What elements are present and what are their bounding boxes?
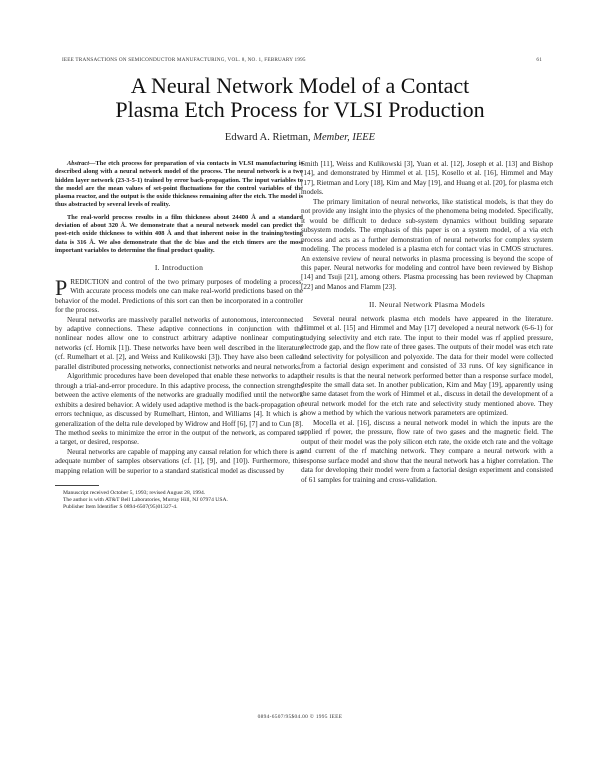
- abstract-text-1: The etch process for preparation of via contacts in VLSI manufacturing is described along with a neural network model of the process. The neural network is a two hidden layer network (23-3-5-1) trained by error back-propagation. The input variables to the model are the mean values of set-point fluctuations for the control variables of the plasma reactor, and the output is the oxide thickness remaining after the etch. The model is thus abstracted by several levels of reality.: [55, 160, 303, 209]
- abstract-label: Abstract—: [67, 160, 96, 167]
- right-paragraph-4: Mocella et al. [16], discuss a neural network model in which the inputs are the applied rf power, the pressure, flow rate of two gases and the magnetic field. The output of their model was the poly silicon etch rate, the oxide etch rate and the voltage and current of the rf matching network. They compare a neural network with a response surface model and show that the neural network has a higher correlation. The data for developing their model were from a factorial design experiment and consisted of 61 samples for training and cross-validation.: [301, 418, 553, 484]
- intro-paragraph-4: Neural networks are capable of mapping any causal relation for which there is an adequate number of samples observations (cf. [1], [9], and [10]). Furthermore, this mapping relation will be superior to a standard statistical model as discussed by: [55, 447, 303, 475]
- right-paragraph-continued: Smith [11], Weiss and Kulikowski [3], Yuan et al. [12], Joseph et al. [13] and Bishop [14], and demonstrated by Himmel et al. [15], Kosello et al. [16], Himmel and May [17], Rietman and Lory [18], Kim and May [19], and Huang et al. [20], for plasma etch models.: [301, 160, 553, 197]
- intro-paragraph-1: [55, 274, 303, 316]
- abstract-paragraph-1: [55, 160, 303, 210]
- title-line-2: Plasma Etch Process for VLSI Production: [115, 97, 485, 122]
- right-paragraph-3: Several neural network plasma etch models have appeared in the literature. Himmel et al. [15] and Himmel and May [17] developed a neural network (6-6-1) for studying selectivity and etch rate. The input to their model was rf applied pressure, electrode gap, and the flow rate of three gases. The outputs of their model was etch rate and selectivity for polysilicon and polyoxide. The data for their model were collected from a factorial design experiment and consisted of 33 runs. Of key significance in their results is that the neural network performed better than a response surface model, despite the small data set. In another publication, Kim and May [19], apparently using the same dataset from the work of Himmel et al., discuss in detail the development of a neural network model for the etch rate and selectivity study mentioned above. They show a method by which the various network parameters are optimized.: [301, 314, 553, 418]
- footnote-received: Manuscript received October 5, 1993; revised August 28, 1994.: [63, 490, 206, 497]
- drop-cap: P: [55, 274, 68, 300]
- section-heading-introduction: I. Introduction: [154, 263, 204, 273]
- abstract-paragraph-2: The real-world process results in a film thickness about 24400 Å and a standard deviation of about 320 Å. We demonstrate that a neural network model can predict the post-etch oxide thickness to within 408 Å and that inherent noise in the training/testing data is 316 Å. We also demonstrate that the dc bias and the etch timers are the most important variables to determine the final product quality.: [55, 213, 303, 254]
- journal-name: IEEE TRANSACTIONS ON SEMICONDUCTOR MANUFACTURING, VOL. 8, NO. 1, FEBRUARY 1995: [62, 57, 306, 63]
- right-paragraph-2: The primary limitation of neural networks, like statistical models, is that they do not provide any insight into the physics of the phenomena being modeled. Specifically, it would be difficult to deduce sub-system dynamics without building separate subsystem models. The emphasis of this paper is on a system model, of a via etch process and acts as a further demonstration of neural networks for complex system modeling. The process modeled is a plasma etch for contact vias in CMOS structures. An extensive review of neural networks in plasma processing is beyond the scope of this paper. Neural networks for modeling and control have been reviewed by Bishop [14] and Tsuji [21], among others. Plasma processing has been reviewed by Chapman [22] and Manos and Flamm [23].: [301, 197, 553, 291]
- intro-paragraph-3: Algorithmic procedures have been developed that enable these networks to adapt through a trial-and-error procedure. In this adaptive process, the connection strengths between the active elements of the networks are gradually modified until the network exhibits a desired behavior. A widely used adaptive method is the back-propagation of errors technique, as discussed by Rumelhart, Hinton, and Williams [4]. It which is a generalization of the delta rule developed by Widrow and Hoff [6], [7] and to Cun [8]. The method seeks to minimize the error in the output of the network, as compared to a target, or desired, response.: [55, 372, 303, 447]
- section-heading-neural-network-plasma-models: II. Neural Network Plasma Models: [368, 300, 486, 310]
- intro-paragraph-2: Neural networks are massively parallel networks of autonomous, interconnected by adaptive connections. These adaptive connections in conjunction with the nonlinear nodes allow one to construct arbitrary adaptive nonlinear computing networks (cf. Hornik [1]). These networks have been well described in the literature (cf. Rumelhart et al. [2], and Weiss and Kulikowski [3]). They have also been called parallel distributed processing networks, connectionist networks and neural networks.: [55, 315, 303, 371]
- title-line-1: A Neural Network Model of a Contact: [130, 73, 470, 98]
- paper-title: [40, 74, 560, 122]
- page-number: 61: [536, 57, 542, 63]
- author-line: [0, 132, 600, 143]
- author-name: Edward A. Rietman,: [224, 132, 311, 143]
- footnote-affiliation: The author is with AT&T Bell Laboratories, Murray Hill, NJ 07974 USA.: [63, 497, 228, 504]
- author-membership: Member, IEEE: [313, 132, 376, 143]
- copyright-line: 0894-6507/95$04.00 © 1995 IEEE: [257, 714, 343, 720]
- intro-paragraph-1-text: REDICTION and control of the two primary purposes of modeling a process. With accurate process models one can make real-world predictions based on the behavior of the model. Predictions of this sort can then be incorporated in a controller for the process.: [55, 277, 303, 315]
- footnote-identifier: Publisher Item Identifier S 0894-6507(95)01327-4.: [63, 504, 178, 511]
- left-column: [55, 160, 303, 511]
- right-column: [301, 160, 553, 485]
- footnote-divider: [55, 485, 99, 486]
- running-head: [62, 57, 542, 63]
